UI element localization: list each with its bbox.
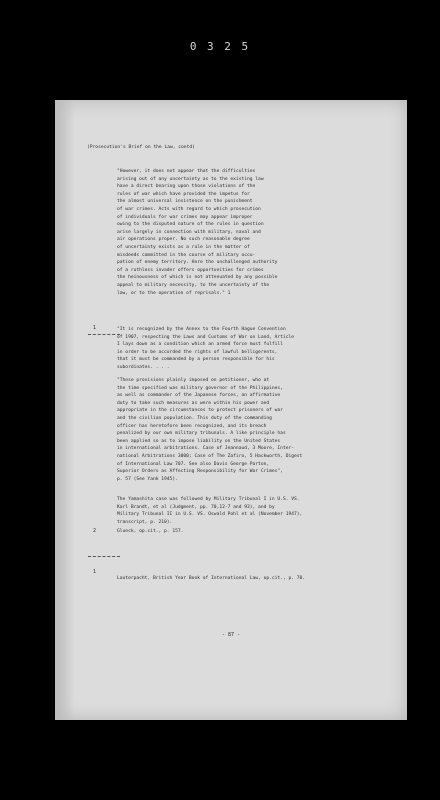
- document-heading: (Prosecution's Brief on the Law, contd): [87, 145, 195, 150]
- text-line: The Yamashita case was followed by Military Tribunal I in U.S. VS.: [117, 497, 300, 502]
- footnote-marker: 1: [93, 325, 97, 331]
- text-line: air operations proper. No such reasonable degree: [117, 237, 250, 243]
- text-line: misdeeds committed in the course of military occu-: [117, 252, 256, 258]
- text-line: transcript, p. 210).: [117, 519, 173, 525]
- document-page: [55, 100, 407, 720]
- text-line: Superior Orders as Affecting Responsibility for War Crimes",: [117, 469, 283, 475]
- quote-block-3: [117, 377, 389, 483]
- footnote-2-marker: 2: [93, 528, 97, 534]
- text-line: law, or to the operation of reprisals." 1: [117, 290, 231, 296]
- text-line: arise largely in connection with military, naval and: [117, 229, 261, 235]
- document-body: [55, 100, 407, 720]
- text-line: appropriate in the circumstances to protect prisoners of war: [117, 408, 283, 414]
- text-line: "However, it does not appear that the difficulties: [117, 169, 256, 174]
- text-line: as well as commander of the Japanese forces, an affirmative: [117, 393, 281, 399]
- text-line: national Arbitrations 3000; Case of The Zafiro, 5 Hackworth, Digest: [117, 453, 303, 459]
- quote-block-4: [117, 496, 389, 526]
- text-line: of a ruthless invader offers opportunities for crimes: [117, 267, 264, 273]
- text-line: Karl Brandt, et al (Judgment, pp. 70,12-7 and 93), and by: [117, 504, 275, 510]
- text-line: of uncertainty exists as a rule in the matter of: [117, 244, 250, 250]
- text-line: I lays down as a condition which an armed force must fulfill: [117, 342, 283, 348]
- quote-block-1: [117, 168, 389, 297]
- text-line: and the civilian population. This duty of the commanding: [117, 415, 272, 421]
- footnote-separator-2: [88, 556, 120, 557]
- footnote-separator: [88, 334, 120, 335]
- text-line: appeal to military necessity, to the uncertainty of the: [117, 282, 270, 288]
- page-number: - 87 -: [221, 632, 241, 638]
- text-line: the time specified was military governor of the Philippines,: [117, 385, 283, 391]
- text-line: that it must be commanded by a person responsible for his: [117, 357, 275, 363]
- text-line: penalized by our own military tribunals. A like principle has: [117, 431, 286, 437]
- text-line: of war crimes. Acts with regard to which prosecution: [117, 206, 261, 212]
- text-line: pation of enemy territory. Here the unchallenged authority: [117, 260, 278, 266]
- text-line: of 1907, respecting the Laws and Customs of War on Land, Article: [117, 334, 295, 340]
- text-line: officer has heretofore been recognized, and its breach: [117, 423, 267, 429]
- frame-number: 0 3 2 5: [189, 40, 251, 53]
- footnote-3-text: Lauterpacht, British Year Book of International Law, op.cit., p. 78.: [117, 576, 306, 581]
- text-line: subordinates. . . .: [117, 364, 170, 370]
- text-line: p. 57 (See Yank 1945).: [117, 476, 178, 482]
- text-line: the almost universal insistence on the punishment: [117, 199, 253, 205]
- text-line: in order to be accorded the rights of lawful belligerents,: [117, 349, 278, 355]
- text-line: "It is recognized by the Annex to the Fourth Hague Convention: [117, 327, 286, 332]
- text-line: duty to take such measures as were within his power and: [117, 400, 270, 406]
- text-line: of individuals for war crimes may appear improper: [117, 214, 253, 220]
- text-line: rules of war which have provided the impetus for: [117, 191, 250, 197]
- text-line: been applied so as to impose liability on the United States: [117, 438, 281, 444]
- footnote-3-marker: 1: [93, 569, 97, 575]
- text-line: of International Law 707. See also Davis George Parton,: [117, 461, 270, 467]
- text-line: owing to the disputed nature of the rules in question: [117, 222, 264, 228]
- text-line: the heinousness of which is not attenuated by any possible: [117, 275, 278, 281]
- quote-block-2: [117, 326, 389, 372]
- text-line: "These provisions plainly imposed on petitioner, who at: [117, 378, 270, 383]
- text-line: have a direct bearing upon those violations of the: [117, 184, 256, 190]
- text-line: in international arbitrations. Case of Jeannaud, 3 Moore, Inter-: [117, 446, 295, 452]
- text-line: Military Tribunal II in U.S. VS. Oswald Pohl et al (November 1947),: [117, 512, 303, 518]
- text-line: arising out of any uncertainty as to the existing law: [117, 176, 264, 182]
- footnote-2-text: Glueck, op.cit., p. 157.: [117, 529, 184, 534]
